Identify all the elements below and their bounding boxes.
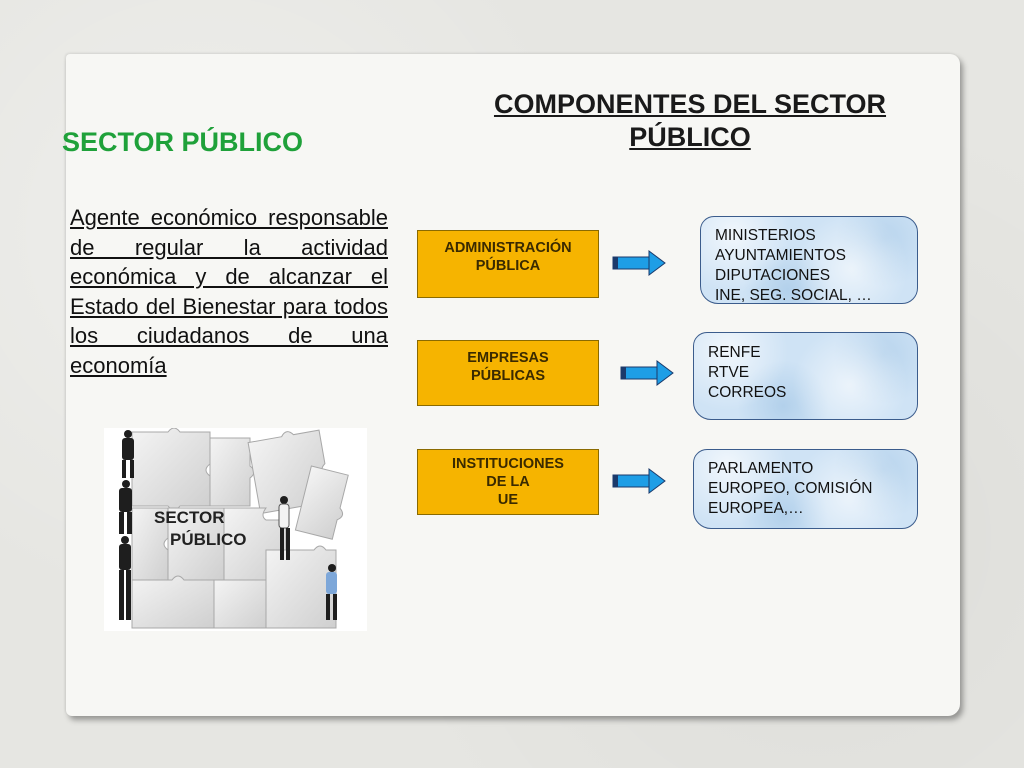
detail-item: AYUNTAMIENTOS xyxy=(715,247,846,264)
puzzle-caption-line-2: PÚBLICO xyxy=(170,530,247,549)
component-label-line: ADMINISTRACIÓN xyxy=(444,240,572,256)
detail-item: CORREOS xyxy=(708,384,787,401)
detail-item: RENFE xyxy=(708,344,761,361)
arrow-right-icon xyxy=(612,250,666,276)
detail-item: MINISTERIOS xyxy=(715,227,816,244)
definition-text: Agente económico responsable de regular la actividad económica y de alcanzar el Estado del Bienestar para todos los ciudadanos de una economía xyxy=(70,205,388,378)
detail-item: EUROPEO, COMISIÓN xyxy=(708,480,873,497)
component-label-line: INSTITUCIONES xyxy=(452,456,564,472)
component-label-line: PÚBLICAS xyxy=(470,368,546,384)
puzzle-image xyxy=(104,428,367,631)
detail-item: PARLAMENTO xyxy=(708,460,814,477)
sector-title: SECTOR PÚBLICO xyxy=(62,127,304,157)
component-label-line: EMPRESAS xyxy=(467,350,549,366)
detail-item: INE, SEG. SOCIAL, … xyxy=(715,287,872,304)
component-label-line: DE LA xyxy=(486,474,530,490)
detail-box-administracion xyxy=(700,216,918,304)
detail-box-empresas xyxy=(693,332,918,420)
puzzle-illustration xyxy=(104,428,367,631)
component-label-line: UE xyxy=(497,492,519,508)
detail-item: DIPUTACIONES xyxy=(715,267,831,284)
puzzle-caption-line-1: SECTOR xyxy=(154,508,225,527)
detail-box-instituciones xyxy=(693,449,918,529)
components-title: COMPONENTES DEL SECTOR PÚBLICO xyxy=(493,89,887,152)
component-empresas-publicas xyxy=(417,340,599,406)
detail-item: EUROPEA,… xyxy=(708,500,804,517)
component-instituciones-ue xyxy=(417,449,599,515)
detail-item: RTVE xyxy=(708,364,750,381)
arrow-right-icon xyxy=(620,360,674,386)
component-label-line: PÚBLICA xyxy=(475,258,541,274)
component-administracion-publica xyxy=(417,230,599,298)
arrow-right-icon xyxy=(612,468,666,494)
